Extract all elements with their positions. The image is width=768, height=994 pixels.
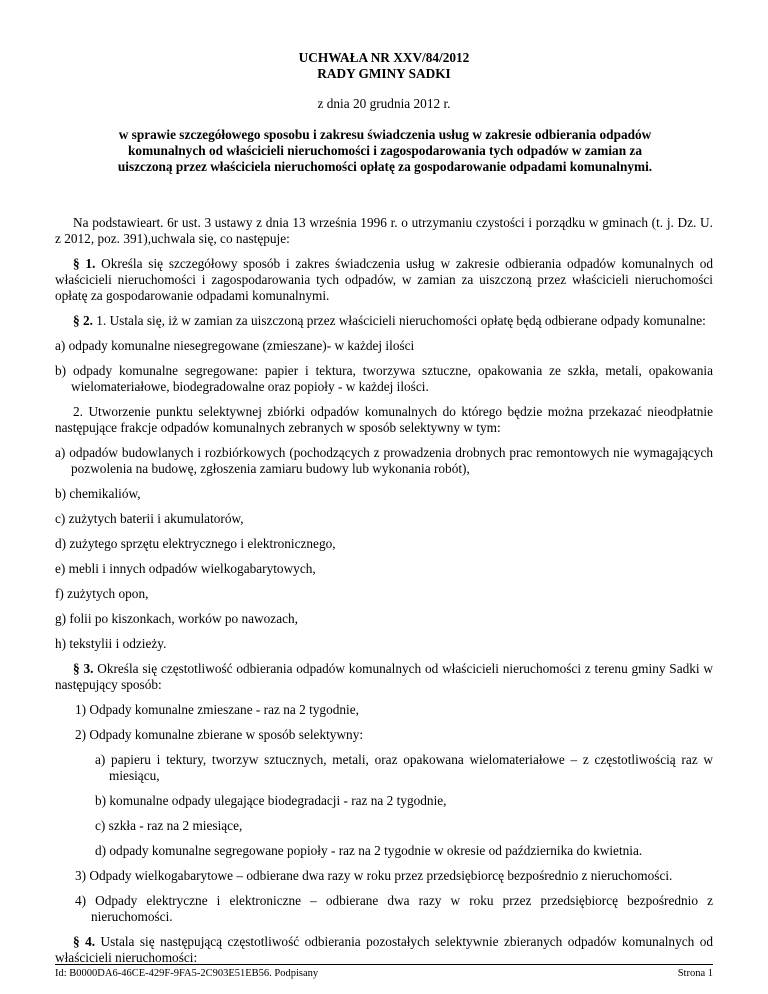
list-item: d) zużytego sprzętu elektrycznego i elektronicznego, bbox=[55, 536, 336, 551]
list-item: c) szkła - raz na 2 miesiące, bbox=[95, 818, 243, 833]
section-3-mark: § 3. bbox=[73, 661, 94, 676]
section-1-text: Określa się szczegółowy sposób i zakres świadczenia usług w zakresie odbierania odpadów komunalnych od właścicieli nieruchomości i zagospodarowania tych odpadów, w zamian za uiszczoną przez właścicieli nieruchomości opłatę za gospodarowanie odpadami komunalnymi. bbox=[55, 256, 713, 303]
section-3-point-1: 1) Odpady komunalne zmieszane - raz na 2 tygodnie, bbox=[75, 702, 359, 717]
resolution-subject: w sprawie szczegółowego sposobu i zakresu świadczenia usług w zakresie odbierania odpadów komunalnych od właścicieli nieruchomości i zagospodarowania tych odpadów w zamian za uiszczoną przez właściciela nieruchomości opłatę za gospodarowanie odpadami komunalnymi. bbox=[117, 127, 653, 174]
list-item: a) odpadów budowlanych i rozbiórkowych (pochodzących z prowadzenia drobnych prac remontowych nie wymagających pozwolenia na budowę, zgłoszenia zamiaru budowy lub wykonania robót), bbox=[55, 445, 713, 476]
section-3-point-2: 2) Odpady komunalne zbierane w sposób selektywny: bbox=[75, 727, 364, 742]
section-4-text: Ustala się następującą częstotliwość odbierania pozostałych selektywnie zbieranych odpadów komunalnych od właścicieli nieruchomości: bbox=[55, 934, 713, 965]
title-line-2: RADY GMINY SADKI bbox=[317, 66, 451, 81]
section-3 bbox=[55, 661, 713, 693]
section-1-mark: § 1. bbox=[73, 256, 96, 271]
section-1 bbox=[55, 256, 713, 304]
list-item: f) zużytych opon, bbox=[55, 586, 149, 601]
list-item: c) zużytych baterii i akumulatorów, bbox=[55, 511, 244, 526]
preamble: Na podstawieart. 6r ust. 3 ustawy z dnia 13 września 1996 r. o utrzymaniu czystości i porządku w gminach (t. j. Dz. U. z 2012, poz. 391),uchwala się, co następuje: bbox=[55, 215, 713, 246]
section-4-mark: § 4. bbox=[73, 934, 96, 949]
list-item: b) komunalne odpady ulegające biodegradacji - raz na 2 tygodnie, bbox=[95, 793, 447, 808]
section-2-item-b: b) odpady komunalne segregowane: papier i tektura, tworzywa sztuczne, opakowania ze szkła, metali, opakowania wielomateriałowe, biodegradowalne oraz popioły - w każdej ilości. bbox=[55, 363, 713, 394]
section-3-text: Określa się częstotliwość odbierania odpadów komunalnych od właścicieli nieruchomości z terenu gminy Sadki w następujący sposób: bbox=[55, 661, 713, 692]
section-3-point-3: 3) Odpady wielkogabarytowe – odbierane dwa razy w roku przez przedsiębiorcę bezpośrednio z nieruchomości. bbox=[75, 868, 673, 883]
section-2-mark: § 2. bbox=[73, 313, 93, 328]
list-item: h) tekstylii i odzieży. bbox=[55, 636, 167, 651]
list-item: d) odpady komunalne segregowane popioły - raz na 2 tygodnie w okresie od października do kwietnia. bbox=[95, 843, 643, 858]
resolution-title bbox=[0, 50, 768, 82]
title-line-1: UCHWAŁA NR XXV/84/2012 bbox=[298, 50, 470, 65]
section-4 bbox=[55, 934, 713, 966]
section-2 bbox=[55, 313, 713, 329]
list-item: g) folii po kiszonkach, worków po nawozach, bbox=[55, 611, 298, 626]
section-2-paragraph-2: 2. Utworzenie punktu selektywnej zbiórki odpadów komunalnych do którego będzie można przekazać nieodpłatnie następujące frakcje odpadów komunalnych zebranych w sposób selektywny w tym: bbox=[55, 404, 713, 435]
page-number: Strona 1 bbox=[677, 968, 713, 979]
document-id: Id: B0000DA6-46CE-429F-9FA5-2C903E51EB56. Podpisany bbox=[55, 968, 319, 979]
document-body bbox=[55, 215, 713, 975]
list-item: b) chemikaliów, bbox=[55, 486, 141, 501]
section-3-point-4: 4) Odpady elektryczne i elektroniczne – odbierane dwa razy w roku przez przedsiębiorcę bezpośrednio z nieruchomości. bbox=[75, 893, 713, 924]
resolution-date: z dnia 20 grudnia 2012 r. bbox=[317, 96, 451, 111]
footer-divider bbox=[55, 964, 713, 965]
list-item: e) mebli i innych odpadów wielkogabarytowych, bbox=[55, 561, 316, 576]
section-2-item-a: a) odpady komunalne niesegregowane (zmieszane)- w każdej ilości bbox=[55, 338, 415, 353]
list-item: a) papieru i tektury, tworzyw sztucznych, metali, oraz opakowana wielomateriałowe – z częstotliwością raz w miesiącu, bbox=[95, 752, 713, 783]
section-2-text: 1. Ustala się, iż w zamian za uiszczoną przez właścicieli nieruchomości opłatę będą odbierane odpady komunalne: bbox=[96, 313, 706, 328]
